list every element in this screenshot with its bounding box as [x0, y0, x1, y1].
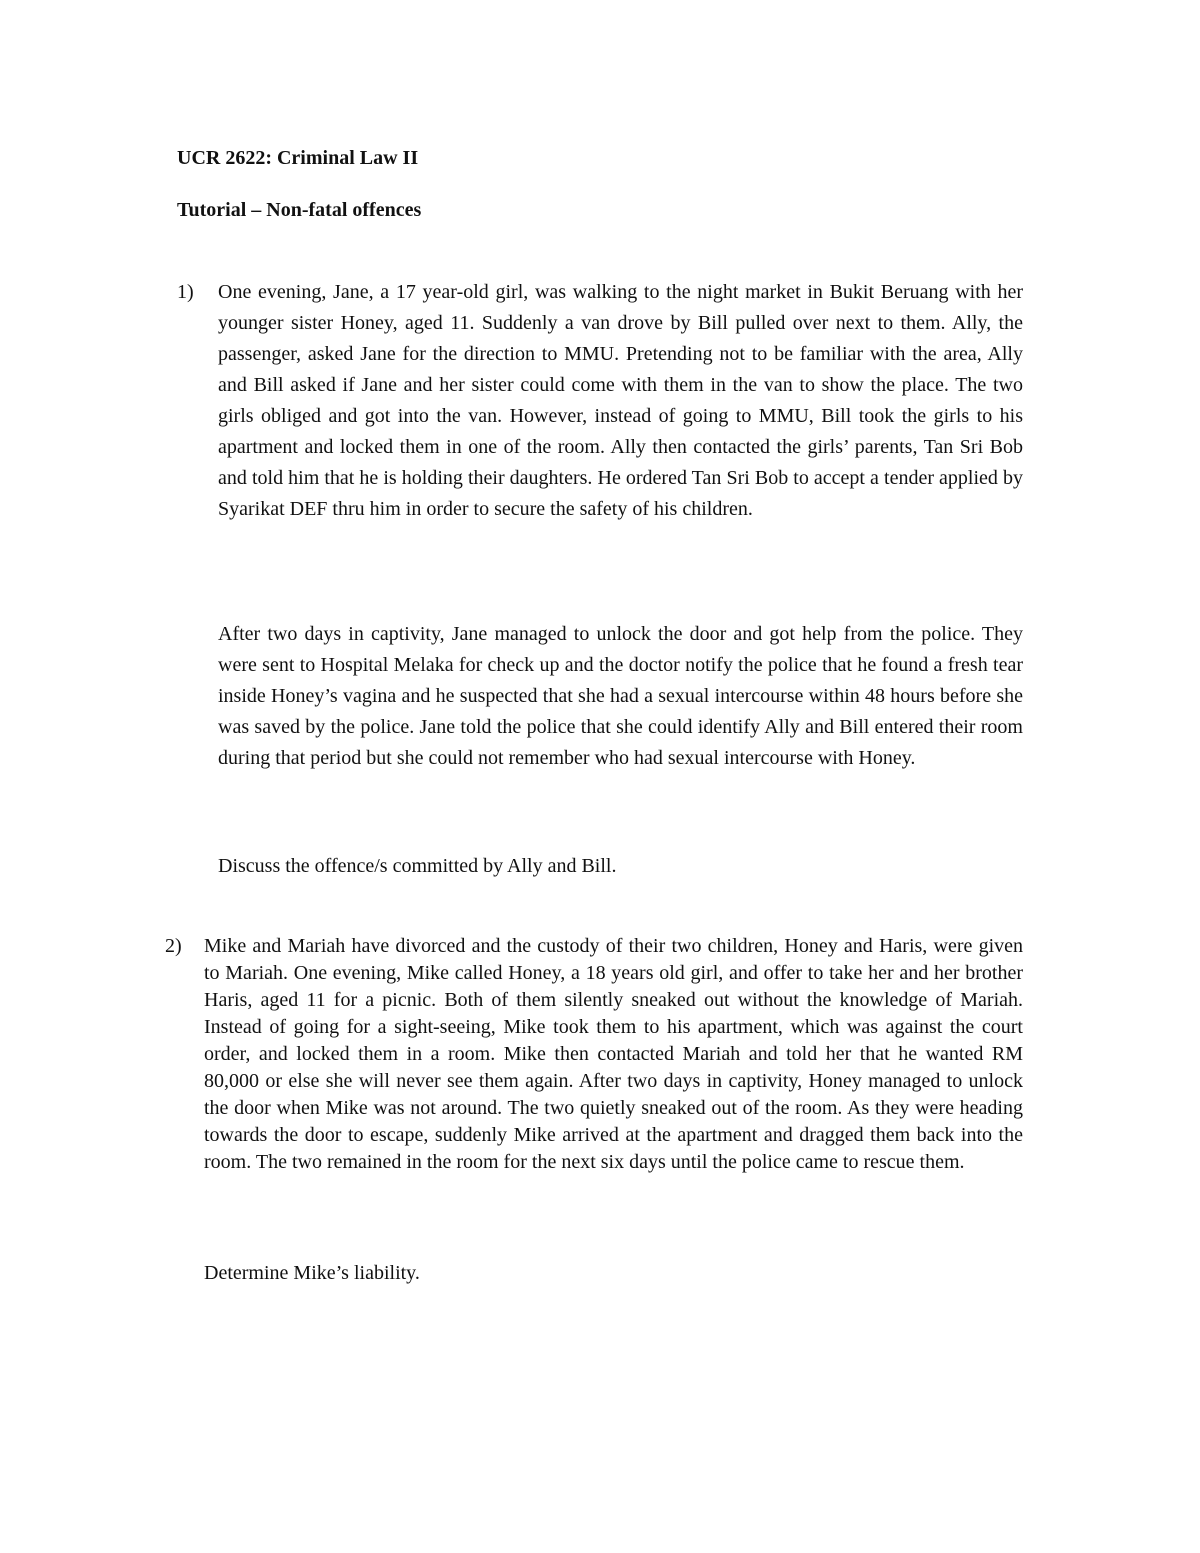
question-1-paragraph-2: After two days in captivity, Jane managed to unlock the door and got help from the police. They were sent to Hospital Melaka for check up and the doctor notify the police that he found a fresh tear inside Honey’s vagina and he suspected that she had a sexual intercourse within 48 hours before she was saved by the police. Jane told the police that she could identify Ally and Bill entered their room during that period but she could not remember who had sexual intercourse with Honey.: [218, 623, 1023, 769]
question-2-task: [204, 1260, 1023, 1287]
question-2-instruction: Determine Mike’s liability.: [204, 1262, 420, 1284]
question-2-scenario: [204, 933, 1023, 1176]
question-1-instruction: Discuss the offence/s committed by Ally and Bill.: [218, 855, 617, 877]
question-1-scenario-continued: [218, 619, 1023, 774]
question-1-scenario: [218, 277, 1023, 525]
question-1-task: [218, 851, 1023, 882]
course-title: UCR 2622: Criminal Law II: [177, 147, 419, 169]
question-2-paragraph-1: Mike and Mariah have divorced and the custody of their two children, Honey and Haris, were given to Mariah. One evening, Mike called Honey, a 18 years old girl, and offer to take her and her brother Haris, aged 11 for a picnic. Both of them silently sneaked out without the knowledge of Mariah. Instead of going for a sight-seeing, Mike took them to his apartment, which was against the court order, and locked them in a room. Mike then contacted Mariah and told her that he wanted RM 80,000 or else she will never see them again. After two days in captivity, Honey managed to unlock the door when Mike was not around. The two quietly sneaked out of the room. As they were heading towards the door to escape, suddenly Mike arrived at the apartment and dragged them back into the room. The two remained in the room for the next six days until the police came to rescue them.: [204, 935, 1023, 1173]
question-2-number: 2): [165, 935, 182, 957]
tutorial-title: Tutorial – Non-fatal offences: [177, 199, 422, 221]
question-1-paragraph-1: One evening, Jane, a 17 year-old girl, was walking to the night market in Bukit Beruang with her younger sister Honey, aged 11. Suddenly a van drove by Bill pulled over next to them. Ally, the passenger, asked Jane for the direction to MMU. Pretending not to be familiar with the area, Ally and Bill asked if Jane and her sister could come with them in the van to show the place. The two girls obliged and got into the van. However, instead of going to MMU, Bill took the girls to his apartment and locked them in one of the room. Ally then contacted the girls’ parents, Tan Sri Bob and told him that he is holding their daughters. He ordered Tan Sri Bob to accept a tender applied by Syarikat DEF thru him in order to secure the safety of his children.: [218, 281, 1023, 520]
question-1-number: 1): [177, 281, 194, 303]
